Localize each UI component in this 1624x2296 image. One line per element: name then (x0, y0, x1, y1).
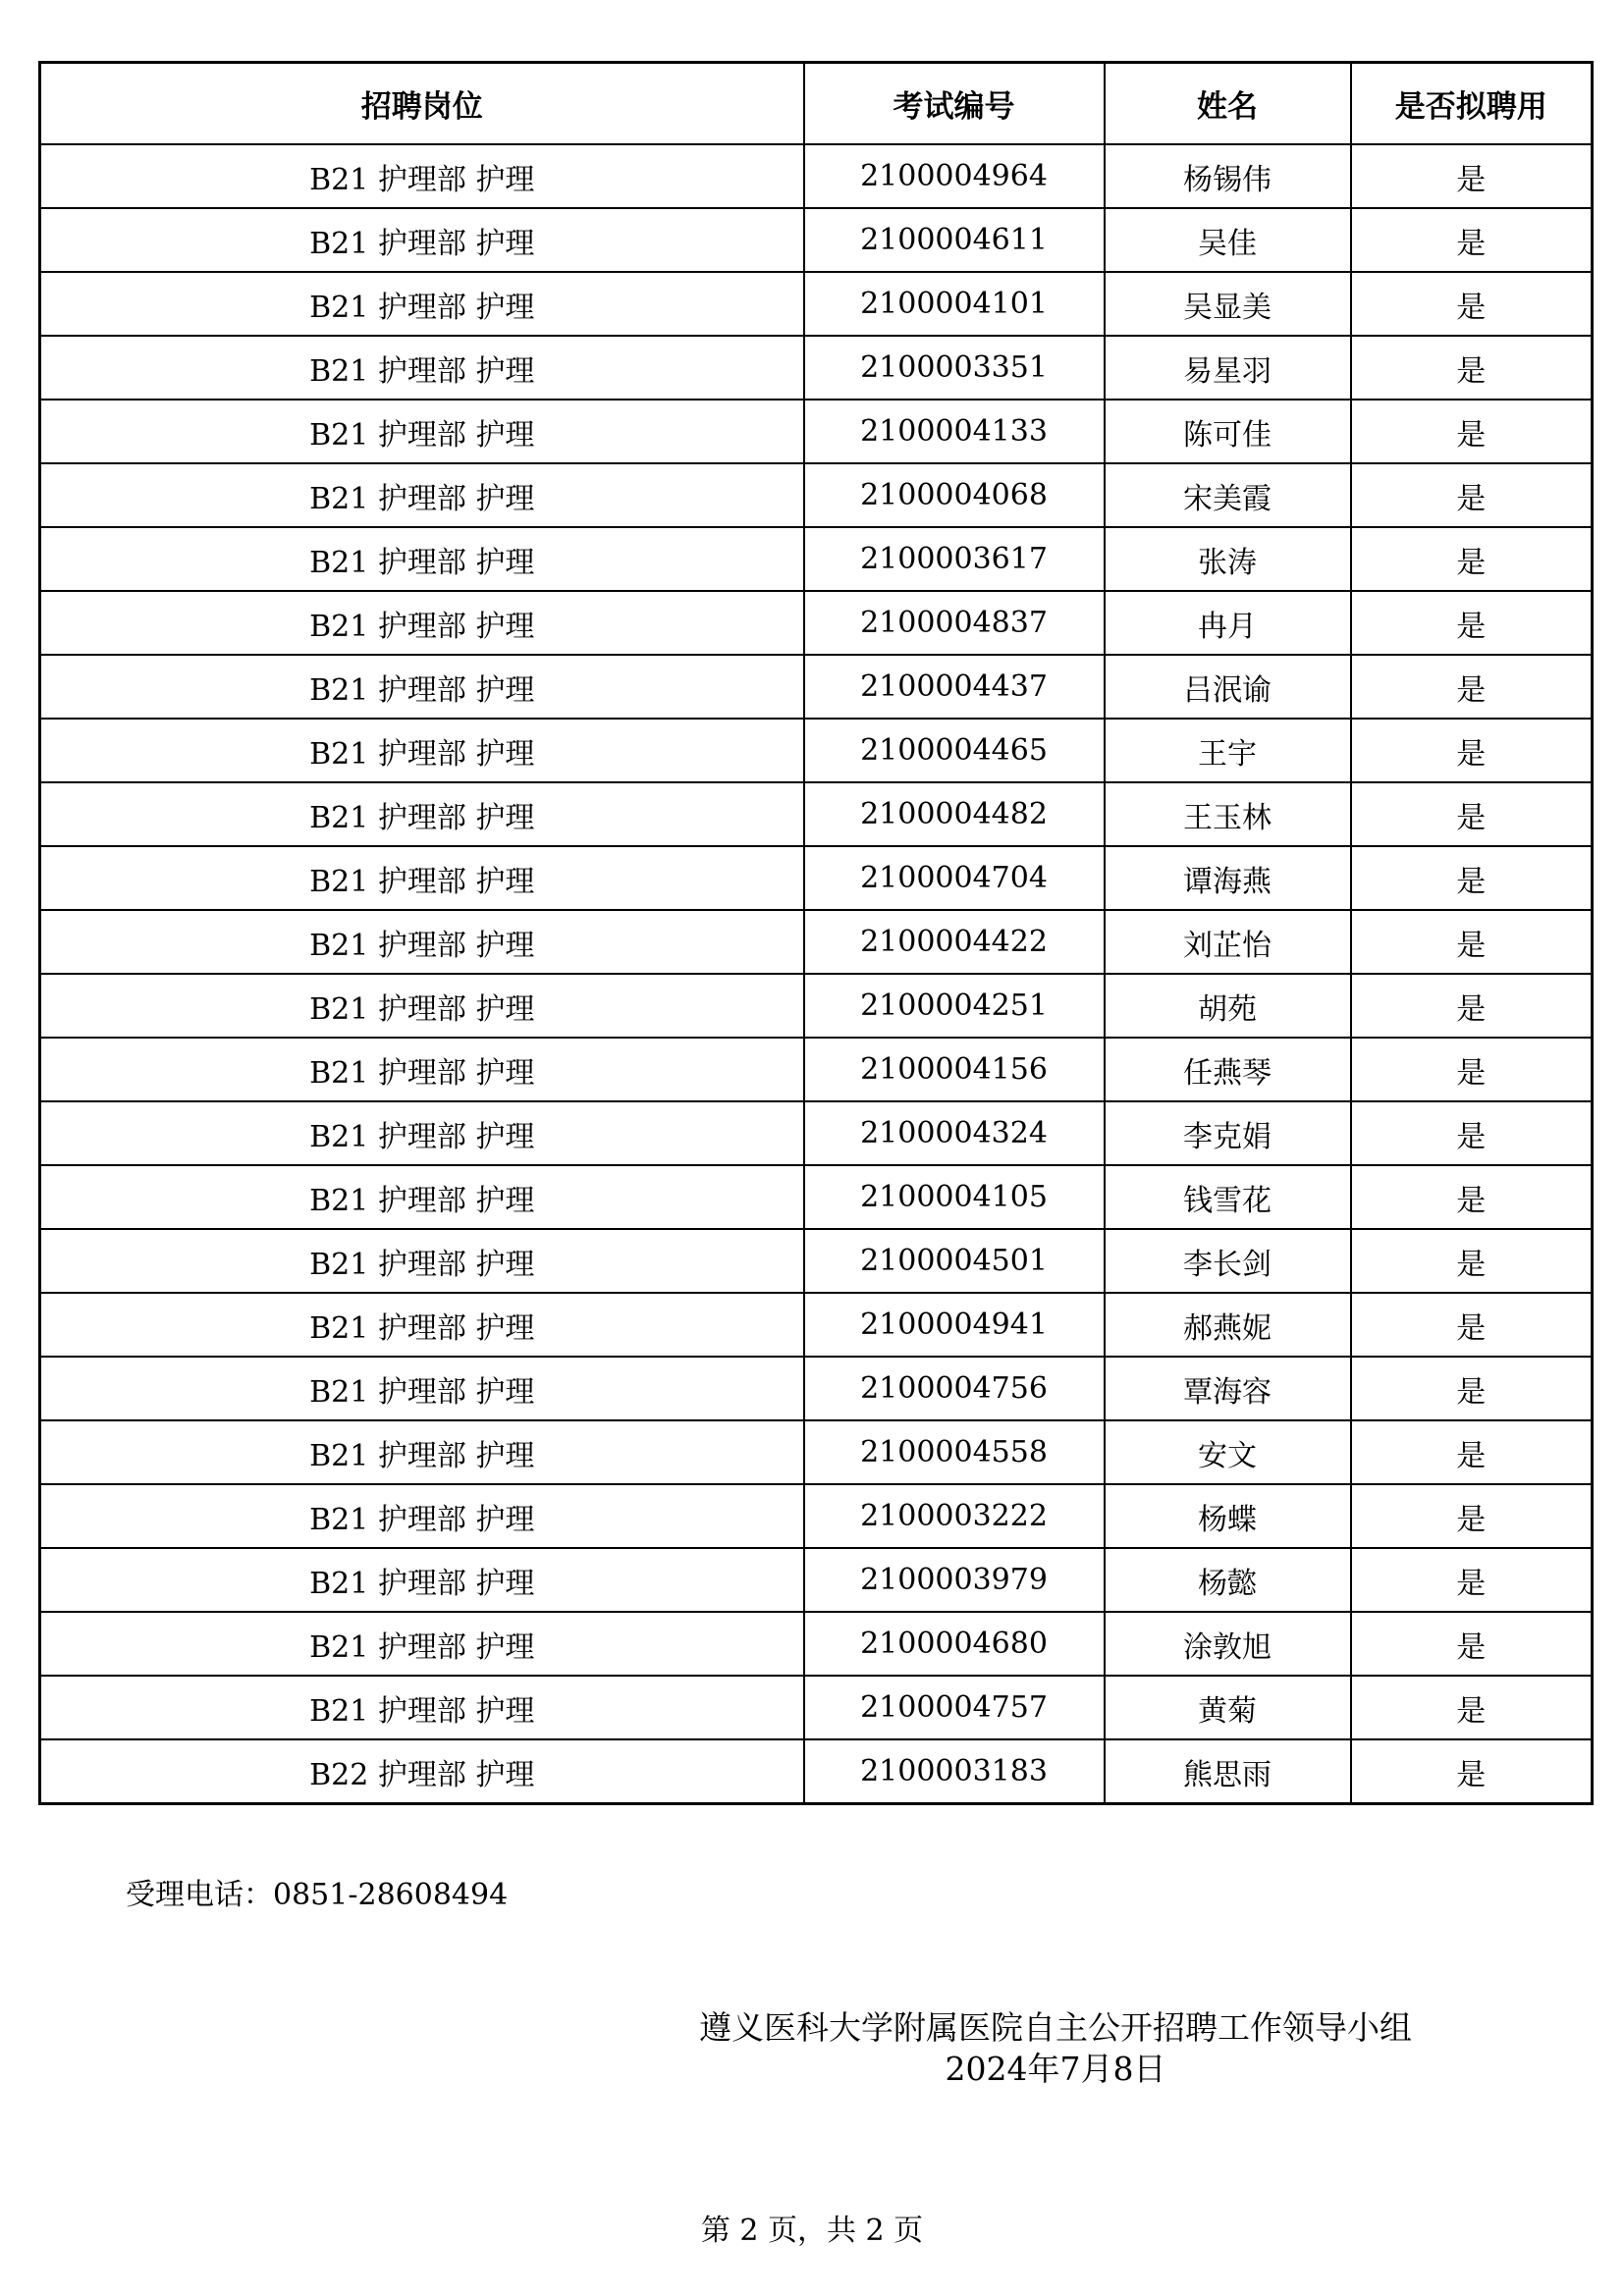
cell-position: B21 护理部 护理 (40, 1293, 804, 1357)
cell-name: 杨蝶 (1105, 1484, 1351, 1548)
cell-name: 宋美霞 (1105, 463, 1351, 527)
cell-exam-number: 2100004105 (804, 1165, 1105, 1229)
cell-position: B21 护理部 护理 (40, 591, 804, 655)
cell-name: 安文 (1105, 1420, 1351, 1484)
cell-position: B21 护理部 护理 (40, 1676, 804, 1739)
cell-position: B21 护理部 护理 (40, 719, 804, 782)
table-body (40, 144, 1593, 1804)
header-name: 姓名 (1105, 63, 1351, 145)
cell-position: B21 护理部 护理 (40, 527, 804, 591)
cell-name: 熊思雨 (1105, 1739, 1351, 1804)
cell-position: B21 护理部 护理 (40, 336, 804, 400)
table-row (40, 1739, 1593, 1804)
signature-org: 遵义医科大学附属医院自主公开招聘工作领导小组 (699, 2008, 1412, 2047)
cell-proposed-hire: 是 (1351, 144, 1593, 208)
cell-exam-number: 2100003617 (804, 527, 1105, 591)
cell-name: 刘芷怡 (1105, 910, 1351, 974)
table-row (40, 1676, 1593, 1739)
cell-exam-number: 2100004964 (804, 144, 1105, 208)
cell-name: 易星羽 (1105, 336, 1351, 400)
cell-exam-number: 2100004704 (804, 846, 1105, 910)
cell-name: 李克娟 (1105, 1101, 1351, 1165)
table-row (40, 782, 1593, 846)
cell-exam-number: 2100004680 (804, 1612, 1105, 1676)
table-row (40, 1612, 1593, 1676)
cell-proposed-hire: 是 (1351, 1484, 1593, 1548)
table-row (40, 272, 1593, 336)
cell-proposed-hire: 是 (1351, 1676, 1593, 1739)
cell-exam-number: 2100004437 (804, 655, 1105, 719)
table-row (40, 1101, 1593, 1165)
header-exam-number: 考试编号 (804, 63, 1105, 145)
cell-name: 黄菊 (1105, 1676, 1351, 1739)
cell-proposed-hire: 是 (1351, 1612, 1593, 1676)
table-row (40, 1165, 1593, 1229)
cell-proposed-hire: 是 (1351, 846, 1593, 910)
cell-proposed-hire: 是 (1351, 1739, 1593, 1804)
cell-name: 谭海燕 (1105, 846, 1351, 910)
table-row (40, 1357, 1593, 1420)
table-row (40, 1484, 1593, 1548)
table-row (40, 1420, 1593, 1484)
cell-proposed-hire: 是 (1351, 463, 1593, 527)
cell-name: 覃海容 (1105, 1357, 1351, 1420)
header-proposed-hire: 是否拟聘用 (1351, 63, 1593, 145)
cell-exam-number: 2100004611 (804, 208, 1105, 272)
cell-exam-number: 2100004756 (804, 1357, 1105, 1420)
cell-name: 张涛 (1105, 527, 1351, 591)
cell-exam-number: 2100004251 (804, 974, 1105, 1038)
cell-exam-number: 2100003183 (804, 1739, 1105, 1804)
cell-proposed-hire: 是 (1351, 527, 1593, 591)
cell-exam-number: 2100003979 (804, 1548, 1105, 1612)
cell-proposed-hire: 是 (1351, 208, 1593, 272)
cell-position: B21 护理部 护理 (40, 1548, 804, 1612)
cell-name: 冉月 (1105, 591, 1351, 655)
cell-name: 涂敦旭 (1105, 1612, 1351, 1676)
cell-position: B21 护理部 护理 (40, 655, 804, 719)
cell-name: 杨锡伟 (1105, 144, 1351, 208)
cell-name: 杨懿 (1105, 1548, 1351, 1612)
cell-exam-number: 2100004558 (804, 1420, 1105, 1484)
table-row (40, 208, 1593, 272)
cell-exam-number: 2100004465 (804, 719, 1105, 782)
cell-proposed-hire: 是 (1351, 1293, 1593, 1357)
cell-position: B21 护理部 护理 (40, 974, 804, 1038)
table-row (40, 974, 1593, 1038)
cell-position: B21 护理部 护理 (40, 1420, 804, 1484)
cell-position: B21 护理部 护理 (40, 1165, 804, 1229)
page-footer: 第 2 页，共 2 页 (700, 2214, 924, 2248)
signature-block (628, 2007, 1483, 2090)
table-row (40, 1548, 1593, 1612)
cell-name: 陈可佳 (1105, 400, 1351, 463)
cell-position: B22 护理部 护理 (40, 1739, 804, 1804)
cell-name: 王宇 (1105, 719, 1351, 782)
contact-phone: 受理电话：0851-28608494 (126, 1878, 509, 1912)
cell-proposed-hire: 是 (1351, 974, 1593, 1038)
cell-name: 郝燕妮 (1105, 1293, 1351, 1357)
header-position: 招聘岗位 (40, 63, 804, 145)
cell-proposed-hire: 是 (1351, 1165, 1593, 1229)
cell-position: B21 护理部 护理 (40, 1357, 804, 1420)
cell-position: B21 护理部 护理 (40, 1038, 804, 1101)
cell-proposed-hire: 是 (1351, 1357, 1593, 1420)
cell-proposed-hire: 是 (1351, 655, 1593, 719)
cell-position: B21 护理部 护理 (40, 782, 804, 846)
cell-position: B21 护理部 护理 (40, 463, 804, 527)
cell-exam-number: 2100004501 (804, 1229, 1105, 1293)
cell-name: 王玉林 (1105, 782, 1351, 846)
cell-position: B21 护理部 护理 (40, 1229, 804, 1293)
signature-date: 2024年7月8日 (945, 2050, 1166, 2088)
cell-position: B21 护理部 护理 (40, 208, 804, 272)
cell-position: B21 护理部 护理 (40, 1612, 804, 1676)
cell-proposed-hire: 是 (1351, 1229, 1593, 1293)
cell-position: B21 护理部 护理 (40, 144, 804, 208)
cell-name: 吴佳 (1105, 208, 1351, 272)
cell-name: 吕泯谕 (1105, 655, 1351, 719)
table-row (40, 655, 1593, 719)
cell-name: 胡苑 (1105, 974, 1351, 1038)
table-row (40, 1293, 1593, 1357)
cell-proposed-hire: 是 (1351, 591, 1593, 655)
cell-exam-number: 2100004133 (804, 400, 1105, 463)
cell-proposed-hire: 是 (1351, 719, 1593, 782)
cell-proposed-hire: 是 (1351, 910, 1593, 974)
table-row (40, 591, 1593, 655)
cell-exam-number: 2100004422 (804, 910, 1105, 974)
cell-name: 任燕琴 (1105, 1038, 1351, 1101)
cell-proposed-hire: 是 (1351, 1420, 1593, 1484)
table-row (40, 463, 1593, 527)
table-row (40, 1038, 1593, 1101)
cell-position: B21 护理部 护理 (40, 1101, 804, 1165)
hiring-results-table (38, 61, 1594, 1805)
cell-proposed-hire: 是 (1351, 782, 1593, 846)
cell-exam-number: 2100004156 (804, 1038, 1105, 1101)
cell-exam-number: 2100004101 (804, 272, 1105, 336)
cell-proposed-hire: 是 (1351, 1038, 1593, 1101)
table-row (40, 527, 1593, 591)
table-row (40, 719, 1593, 782)
cell-exam-number: 2100003351 (804, 336, 1105, 400)
cell-proposed-hire: 是 (1351, 1548, 1593, 1612)
table-row (40, 1229, 1593, 1293)
table-row (40, 400, 1593, 463)
table-row (40, 144, 1593, 208)
table-header-row (40, 63, 1593, 145)
cell-proposed-hire: 是 (1351, 336, 1593, 400)
cell-position: B21 护理部 护理 (40, 910, 804, 974)
table-row (40, 336, 1593, 400)
cell-position: B21 护理部 护理 (40, 846, 804, 910)
cell-proposed-hire: 是 (1351, 272, 1593, 336)
cell-exam-number: 2100004757 (804, 1676, 1105, 1739)
cell-proposed-hire: 是 (1351, 1101, 1593, 1165)
cell-exam-number: 2100004941 (804, 1293, 1105, 1357)
cell-proposed-hire: 是 (1351, 400, 1593, 463)
cell-name: 钱雪花 (1105, 1165, 1351, 1229)
cell-exam-number: 2100003222 (804, 1484, 1105, 1548)
cell-position: B21 护理部 护理 (40, 272, 804, 336)
cell-exam-number: 2100004837 (804, 591, 1105, 655)
cell-exam-number: 2100004482 (804, 782, 1105, 846)
table-row (40, 846, 1593, 910)
table-row (40, 910, 1593, 974)
cell-exam-number: 2100004068 (804, 463, 1105, 527)
cell-name: 吴显美 (1105, 272, 1351, 336)
cell-exam-number: 2100004324 (804, 1101, 1105, 1165)
cell-position: B21 护理部 护理 (40, 400, 804, 463)
cell-position: B21 护理部 护理 (40, 1484, 804, 1548)
cell-name: 李长剑 (1105, 1229, 1351, 1293)
